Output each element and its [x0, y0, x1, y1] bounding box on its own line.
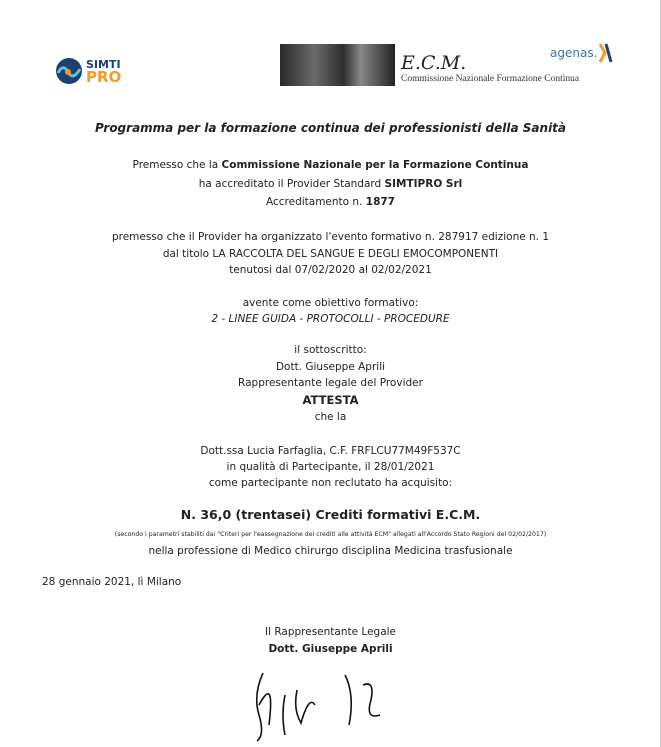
provider-line-1: Premesso che la Commissione Nazionale per la Formazione Continua — [132, 159, 529, 171]
credits-profession: nella professione di Medico chirurgo disciplina Medicina trasfusionale — [148, 545, 513, 557]
ecm-subtitle: Commissione Nazionale Formazione Continua — [401, 74, 580, 84]
objective-value: 2 - LINEE GUIDA - PROTOCOLLI - PROCEDURE — [211, 313, 450, 325]
event-line-1: premesso che il Provider ha organizzato l'evento formativo n. 287917 edizione n. 1 — [111, 231, 550, 243]
ecm-logo — [280, 44, 579, 86]
footer-name: Dott. Giuseppe Aprili — [268, 643, 393, 655]
objective-label: avente come obiettivo formativo: — [242, 297, 419, 309]
program-title: Programma per la formazione continua dei professionisti della Sanità — [94, 121, 567, 135]
agenas-text: agenas. — [550, 46, 598, 60]
signer-line-1: il sottoscritto: — [294, 344, 367, 356]
simti-text: SIMTI — [86, 58, 121, 71]
signer-role: Rappresentante legale del Provider — [238, 377, 423, 389]
event-line-2: dal titolo LA RACCOLTA DEL SANGUE E DEGLI EMOCOMPONENTI — [162, 248, 499, 260]
ecm-title: E.C.M. — [401, 52, 467, 74]
simti-pro-logo — [54, 57, 121, 85]
footer-role: Il Rappresentante Legale — [264, 626, 397, 638]
participant-line-3: come partecipante non reclutato ha acquisito: — [208, 477, 453, 489]
attesta-heading: ATTESTA — [302, 393, 359, 407]
date-place: 28 gennaio 2021, lì Milano — [42, 576, 182, 588]
agenas-mark-icon — [597, 42, 613, 64]
participant-line-1: Dott.ssa Lucia Farfaglia, C.F. FRFLCU77M49F537C — [200, 445, 461, 457]
signer-name: Dott. Giuseppe Aprili — [275, 361, 386, 373]
simti-logo-icon — [54, 57, 84, 85]
signature-image — [245, 665, 405, 745]
agenas-logo — [550, 42, 613, 64]
credits-note: (secondo i parametri stabiliti dai "Criteri per l'eassegnazione dei crediti alle attività ECM" allegati all'Accordo Stato Regioni del 02/02/2017) — [114, 531, 547, 538]
signer-line-5: che la — [314, 411, 347, 423]
anatomy-lesson-image — [280, 44, 395, 86]
participant-line-2: in qualità di Partecipante, il 28/01/2021 — [226, 461, 435, 473]
credits-main: N. 36,0 (trentasei) Crediti formativi E.C.M. — [180, 507, 481, 522]
provider-line-3: Accreditamento n. 1877 — [265, 196, 395, 208]
provider-line-2: ha accreditato il Provider Standard SIMTIPRO Srl — [198, 178, 463, 190]
event-line-3: tenutosi dal 07/02/2020 al 02/02/2021 — [229, 264, 432, 276]
pro-text: PRO — [86, 68, 122, 86]
